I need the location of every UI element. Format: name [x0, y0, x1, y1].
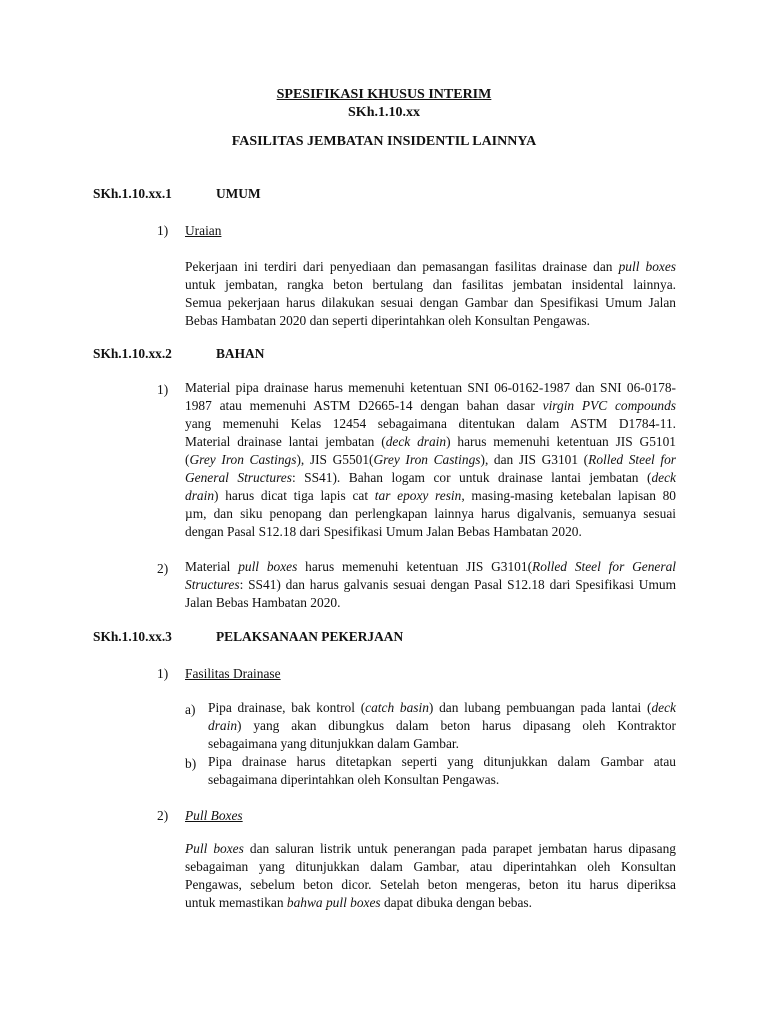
text-line: Jalan Bebas Hambatan 2020.	[185, 595, 341, 610]
text-line: dengan Pasal S12.18 dari Spesifikasi Umum Jalan Bebas Hambatan 2020.	[185, 524, 582, 539]
item-number: 2)	[157, 561, 169, 576]
text-line: Pipa drainase harus ditetapkan seperti yang ditunjukkan dalam Gambar atau	[208, 754, 676, 769]
document-subtitle: FASILITAS JEMBATAN INSIDENTIL LAINNYA	[231, 134, 537, 149]
text-line: sebagaimana yang ditunjukkan dalam Gambar.	[208, 736, 459, 751]
text-line: Pipa drainase, bak kontrol (catch basin) dan lubang pembuangan pada lantai (deck	[208, 700, 676, 715]
section-code: SKh.1.10.xx.3	[93, 629, 172, 644]
item-number: 1)	[157, 382, 169, 397]
item-number: 1)	[157, 223, 169, 238]
text-line: sebagaimana diperintahkan oleh Konsultan Pengawas.	[208, 772, 500, 787]
section-title: PELAKSANAAN PEKERJAAN	[216, 629, 404, 644]
list-item-b	[208, 753, 676, 789]
text-line: 1987 atau memenuhi ASTM D2665-14 dengan bahan dasar virgin PVC compounds	[185, 398, 676, 413]
document-code: SKh.1.10.xx	[348, 105, 420, 120]
text-line: Pull boxes dan saluran listrik untuk penerangan pada parapet jembatan harus dipasang	[185, 841, 677, 856]
item-number: 1)	[157, 666, 169, 681]
text-line: Semua pekerjaan harus dilakukan sesuai dengan Gambar dan Spesifikasi Umum Jalan	[185, 295, 676, 310]
text-line: Material pull boxes harus memenuhi ketentuan JIS G3101(Rolled Steel for General	[185, 559, 676, 574]
paragraph-bahan-1	[185, 379, 676, 541]
text-line: General Structures: SS41). Bahan logam cor untuk drainase lantai jembatan (deck	[185, 470, 676, 485]
text-line: (Grey Iron Castings), JIS G5501(Grey Iron Castings), dan JIS G3101 (Rolled Steel for	[185, 452, 676, 467]
text-line: drain) harus dicat tiga lapis cat tar epoxy resin, masing-masing ketebalan lapisan 80	[185, 488, 676, 503]
text-line: Structures: SS41) dan harus galvanis sesuai dengan Pasal S12.18 dari Spesifikasi Umum	[185, 577, 676, 592]
section-heading-pelaksanaan	[93, 628, 403, 646]
text-line: drain) yang akan dibungkus dalam beton harus dipasang oleh Kontraktor	[208, 718, 676, 733]
text-line: Bebas Hambatan 2020 dan seperti diperintahkan oleh Konsultan Pengawas.	[185, 313, 590, 328]
text-line: Material pipa drainase harus memenuhi ketentuan SNI 06-0162-1987 dan SNI 06-0178-	[185, 380, 676, 395]
list-item-a	[208, 699, 676, 753]
text-line: Material drainase lantai jembatan (deck drain) harus memenuhi ketentuan JIS G5101	[185, 434, 676, 449]
section-heading-umum	[93, 185, 261, 203]
text-line: µm, dan siku penopang dan perlengkapan lainnya harus digalvanis, semuanya sesuai	[185, 506, 676, 521]
text-line: Pekerjaan ini terdiri dari penyediaan dan pemasangan fasilitas drainase dan pull boxes	[185, 259, 676, 274]
section-title: BAHAN	[216, 346, 265, 361]
item-heading-fasilitas-drainase: Fasilitas Drainase	[185, 666, 281, 681]
paragraph-uraian	[185, 258, 676, 330]
document-title: SPESIFIKASI KHUSUS INTERIM	[276, 87, 492, 102]
item-heading-uraian: Uraian	[185, 223, 222, 238]
text-line: yang memenuhi Kelas 12454 sebagaimana ditentukan dalam ASTM D1784-11.	[185, 416, 676, 431]
item-heading-pull-boxes: Pull Boxes	[185, 808, 243, 823]
section-code: SKh.1.10.xx.1	[93, 186, 172, 201]
item-number: 2)	[157, 808, 169, 823]
text-line: untuk jembatan, rangka beton bertulang dan fasilitas jembatan insidental lainnya.	[185, 277, 676, 292]
text-line: Pengawas, sebelum beton dicor. Setelah beton mengeras, beton itu harus diperiksa	[185, 877, 676, 892]
section-code: SKh.1.10.xx.2	[93, 346, 172, 361]
section-heading-bahan	[93, 345, 264, 363]
paragraph-bahan-2	[185, 558, 676, 612]
text-line: untuk memastikan bahwa pull boxes dapat dibuka dengan bebas.	[185, 895, 532, 910]
paragraph-pull-boxes	[185, 840, 676, 912]
section-title: UMUM	[216, 186, 261, 201]
text-line: sebagaiman yang ditunjukkan dalam Gambar, atau diperintahkan oleh Konsultan	[185, 859, 676, 874]
list-label: b)	[185, 756, 197, 771]
list-label: a)	[185, 702, 196, 717]
